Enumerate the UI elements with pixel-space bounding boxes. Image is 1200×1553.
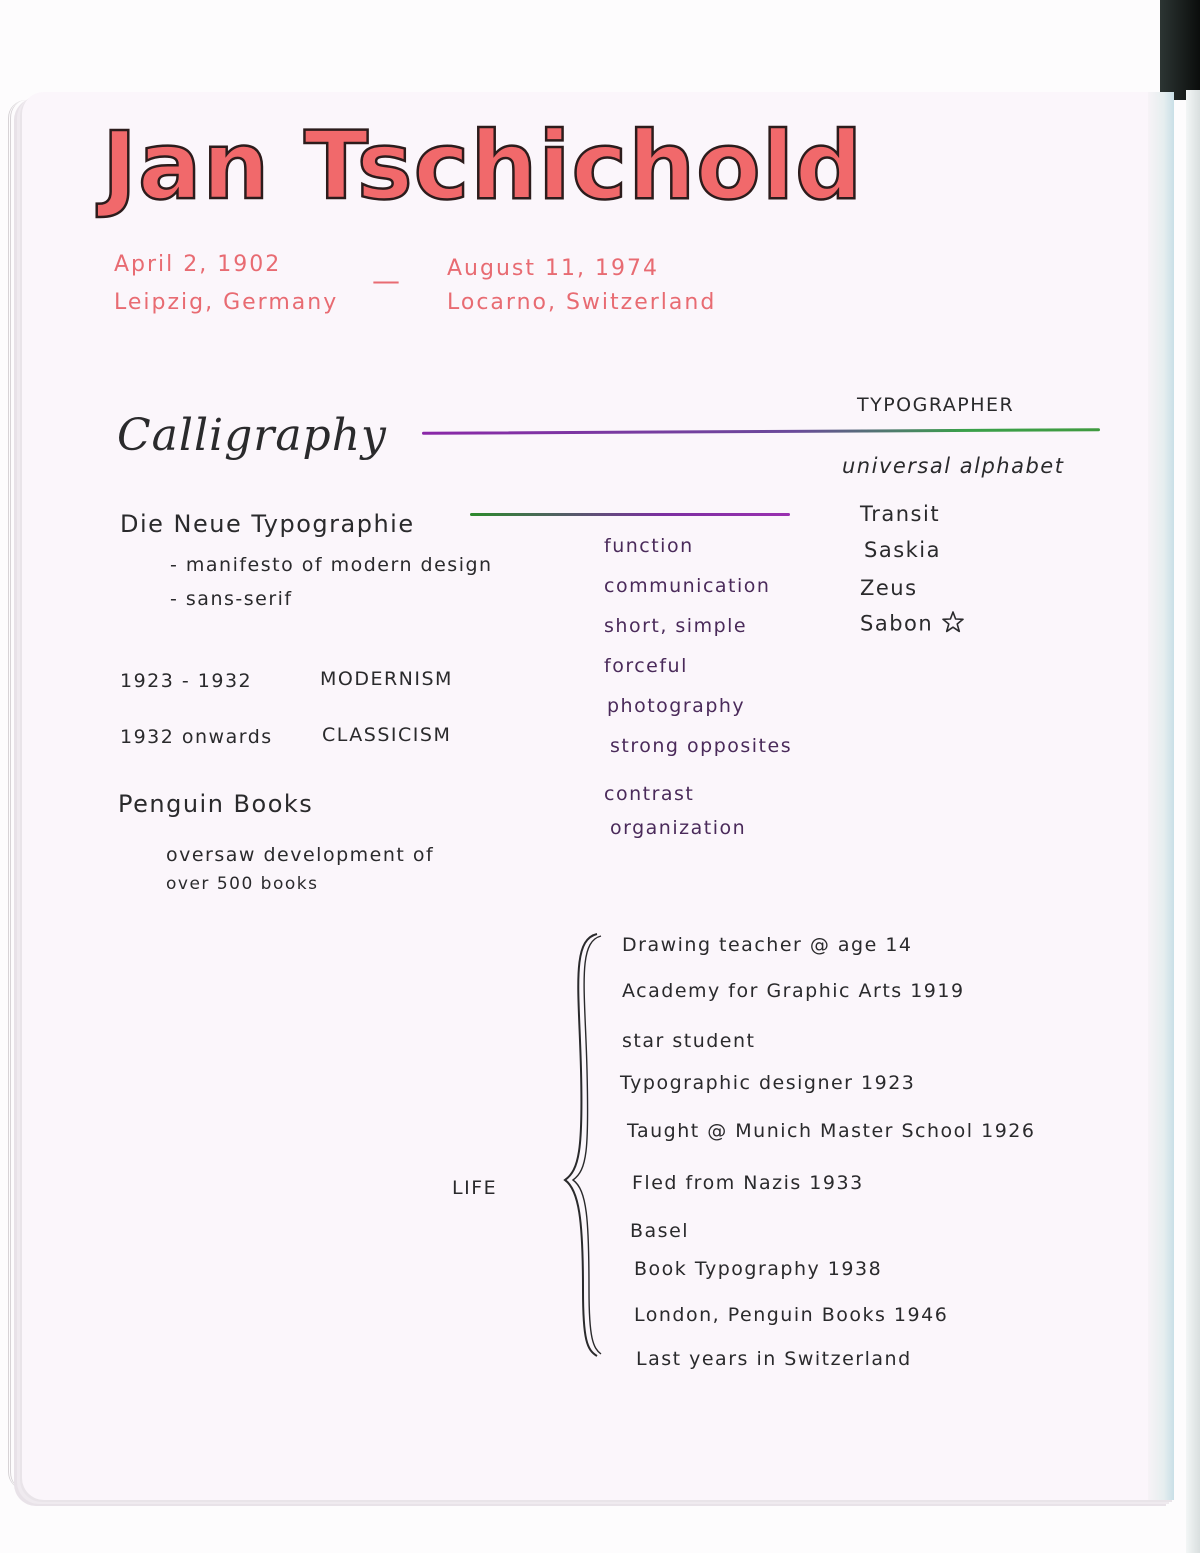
life-item: Book Typography 1938 [634,1258,883,1280]
period-years: 1932 onwards [120,726,273,748]
typographer-item-label: Sabon [860,611,934,636]
principle-item: function [604,535,694,557]
curly-brace [557,930,607,1360]
period-name: MODERNISM [320,668,453,690]
birth-date: April 2, 1902 [114,252,282,277]
neue-note: - sans-serif [170,588,293,610]
life-item: London, Penguin Books 1946 [634,1304,949,1326]
principle-item: short, simple [604,615,748,637]
typographer-heading: TYPOGRAPHER [857,394,1015,416]
neue-note: - manifesto of modern design [170,554,493,576]
life-item: Typographic designer 1923 [620,1072,916,1094]
principle-item: organization [610,817,747,839]
principle-item: contrast [604,783,695,805]
calligraphy-heading: Calligraphy [117,410,387,461]
penguin-heading: Penguin Books [118,790,314,818]
life-item: Taught @ Munich Master School 1926 [627,1120,1036,1142]
calligraphy-rule [422,428,1100,435]
page-title: Jan Tschichold [102,112,864,221]
death-date: August 11, 1974 [447,256,659,281]
principle-item: strong opposites [610,735,793,757]
life-item: star student [622,1030,756,1052]
typographer-item: Transit [860,502,941,526]
life-item: Drawing teacher @ age 14 [622,934,913,956]
life-label: LIFE [452,1177,498,1199]
scanner-margin [1186,90,1200,1553]
scanner-edge [1160,0,1200,100]
life-item: Last years in Switzerland [636,1348,912,1370]
period-years: 1923 - 1932 [120,670,253,692]
neue-heading: Die Neue Typographie [120,510,415,538]
date-separator: — [372,264,400,297]
death-place: Locarno, Switzerland [447,290,717,315]
neue-rule [470,513,790,516]
penguin-note: over 500 books [166,874,319,894]
life-item: Fled from Nazis 1933 [632,1172,864,1194]
principle-item: communication [604,575,771,597]
page-edge-shadow [1148,92,1174,1500]
typographer-item: universal alphabet [842,454,1065,478]
period-name: CLASSICISM [322,724,452,746]
life-item: Basel [630,1220,690,1242]
star-icon [941,610,965,639]
typographer-item: Saskia [864,538,942,562]
principle-item: forceful [604,655,688,677]
notebook-page [22,92,1174,1500]
birth-place: Leipzig, Germany [114,290,339,315]
life-item: Academy for Graphic Arts 1919 [622,980,965,1002]
principle-item: photography [607,695,746,717]
typographer-item: Zeus [860,576,918,600]
penguin-note: oversaw development of [166,844,435,866]
typographer-item-sabon [860,610,965,639]
